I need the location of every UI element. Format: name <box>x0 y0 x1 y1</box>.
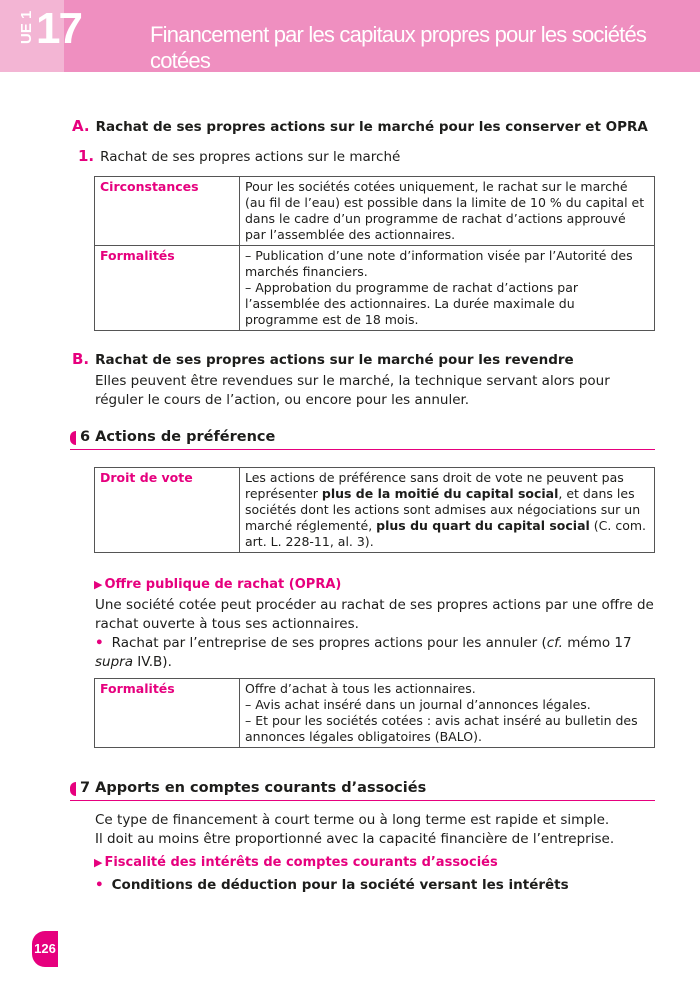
bullet-icon: • <box>95 877 104 893</box>
opra-formalites-line-1: Offre d’achat à tous les actionnaires. <box>245 681 476 696</box>
chapter-number: 17 <box>36 4 81 53</box>
opra-text: Une société cotée peut procéder au rachat de ses propres actions par une offre de rachat ouverte à tous ses actionnaires. <box>95 597 654 632</box>
table-row <box>95 246 655 331</box>
droit-de-vote-label: Droit de vote <box>95 468 240 553</box>
text-part: (C. com. art. L. 228-11, al. 3). <box>245 518 647 549</box>
text-part: Rachat par l’entreprise de ses propres actions pour les annuler ( <box>111 635 547 651</box>
text-part: Conditions de déduction pour la société versant les intérêts <box>111 877 569 893</box>
opra-title: Offre publique de rachat (OPRA) <box>104 577 342 592</box>
section-7-title: 7 Apports en comptes courants d’associés <box>80 780 427 796</box>
text-emphasis: plus de la moitié du capital social <box>321 486 559 501</box>
opra-formalites-line-3: – Et pour les sociétés cotées : avis achat inséré au bulletin des annonces légales obligatoires (BALO). <box>245 713 638 744</box>
chapter-header <box>0 0 700 72</box>
fiscalite-subheading <box>94 855 498 870</box>
section-b-letter: B. <box>72 350 90 368</box>
formalites-cell <box>240 246 655 331</box>
section-7-heading <box>70 780 655 801</box>
triangle-right-icon: ▶ <box>94 856 103 869</box>
fiscalite-title: Fiscalité des intérêts de comptes courants d’associés <box>104 855 498 870</box>
text-italic: cf. <box>546 635 563 651</box>
section-marker <box>70 782 76 796</box>
opra-formalites-table <box>94 678 655 748</box>
section-7-line-2: Il doit au moins être proportionné avec la capacité financière de l’entreprise. <box>95 831 615 847</box>
text-part: Les actions de préférence sans droit de vote ne peuvent pas représenter <box>245 470 624 501</box>
table-row <box>95 177 655 246</box>
fiscalite-bullet <box>95 876 660 895</box>
text-italic: supra <box>95 654 133 670</box>
section-a-heading <box>72 117 648 135</box>
text-part: IV.B). <box>132 654 172 670</box>
table-row <box>95 679 655 748</box>
formalites-line-2: – Approbation du programme de rachat d’actions par l’assemblée des actionnaires. La durée maximale du programme est de 18 mois. <box>245 280 579 327</box>
section-6-heading <box>70 429 655 450</box>
opra-formalites-line-2: – Avis achat inséré dans un journal d’annonces légales. <box>245 697 591 712</box>
text-part: mémo 17 <box>562 635 632 651</box>
triangle-right-icon: ▶ <box>94 578 103 591</box>
section-b-heading <box>72 350 574 368</box>
subsection-1-number: 1. <box>78 147 95 165</box>
text-emphasis: plus du quart du capital social <box>376 518 590 533</box>
section-b-text: Elles peuvent être revendues sur le marché, la technique servant alors pour réguler le cours de l’action, ou encore pour les annuler. <box>95 373 610 408</box>
page-number: 126 <box>32 931 58 967</box>
subsection-1-title: Rachat de ses propres actions sur le marché <box>100 149 401 165</box>
section-a-title: Rachat de ses propres actions sur le marché pour les conserver et OPRA <box>95 119 648 135</box>
opra-formalites-cell <box>240 679 655 748</box>
bullet-icon: • <box>95 635 104 651</box>
droit-de-vote-table <box>94 467 655 553</box>
opra-formalites-label: Formalités <box>95 679 240 748</box>
rachat-table <box>94 176 655 331</box>
section-a-letter: A. <box>72 117 90 135</box>
chapter-title: Financement par les capitaux propres pour les sociétés cotées <box>150 22 647 73</box>
subsection-1-heading <box>78 147 400 165</box>
circonstances-label: Circonstances <box>95 177 240 246</box>
formalites-line-1: – Publication d’une note d’information visée par l’Autorité des marchés financiers. <box>245 248 633 279</box>
section-b-title: Rachat de ses propres actions sur le marché pour les revendre <box>95 352 574 368</box>
section-marker <box>70 431 76 445</box>
section-7-line-1: Ce type de financement à court terme ou à long terme est rapide et simple. <box>95 812 610 828</box>
text-part: , et dans les sociétés dont les actions sont admises aux négociations sur un marché réglementé, <box>245 486 641 533</box>
opra-subheading <box>94 577 341 592</box>
droit-de-vote-text <box>240 468 655 553</box>
ue-label: UE 1 <box>18 10 35 44</box>
formalites-label: Formalités <box>95 246 240 331</box>
table-row <box>95 468 655 553</box>
circonstances-text: Pour les sociétés cotées uniquement, le rachat sur le marché (au fil de l’eau) est possible dans la limite de 10 % du capital et dans le cadre d’un programme de rachat d’actions approuvé par l’assemblée des actionnaires. <box>240 177 655 246</box>
opra-bullet <box>95 634 660 672</box>
section-6-title: 6 Actions de préférence <box>80 429 276 445</box>
